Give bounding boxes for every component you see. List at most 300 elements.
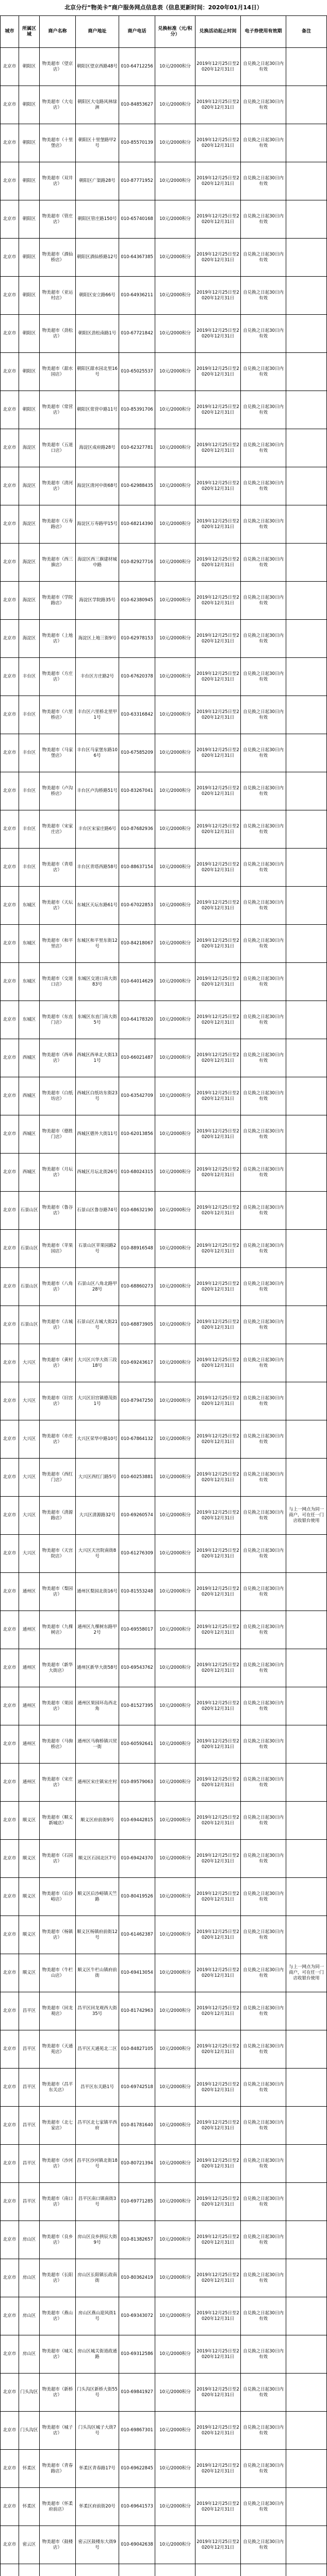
merchant-table: [0, 15, 327, 2576]
cell-address: 海淀区成府路28号: [76, 429, 119, 467]
cell-name: 物美超市（石园店）: [40, 1840, 76, 1878]
cell-phone: 010-65025537: [119, 353, 155, 391]
cell-expiry: 自兑换之日起30日内有效: [241, 1840, 286, 1878]
cell-phone: 010-60592641: [119, 1725, 155, 1764]
table-row: [1, 2221, 327, 2259]
cell-address: 昌平区天通苑北二区: [76, 2030, 119, 2069]
cell-city: 北京市: [1, 1115, 19, 1154]
cell-district: 大兴区: [19, 1497, 40, 1535]
cell-expiry: 自兑换之日起30日内有效: [241, 2526, 286, 2564]
cell-phone: 010-67022853: [119, 887, 155, 925]
cell-period: 2019年12月25日至2020年12月31日: [195, 544, 241, 582]
cell-name: 物美超市（怀柔府前店）: [40, 2488, 76, 2526]
cell-name: 物美超市（城子店）: [40, 2412, 76, 2450]
cell-address: 海淀区万寿路甲15号: [76, 505, 119, 544]
cell-district: 通州区: [19, 1764, 40, 1802]
cell-period: 2019年12月25日至2020年12月31日: [195, 1992, 241, 2030]
cell-expiry: 自兑换之日起30日内有效: [241, 2488, 286, 2526]
header-phone: 商户电话: [119, 16, 155, 48]
cell-phone: 010-81527395: [119, 1687, 155, 1725]
cell-period: 2019年12月25日至2020年12月31日: [195, 239, 241, 277]
cell-expiry: 自兑换之日起30日内有效: [241, 1725, 286, 1764]
cell-name: 物美超市（万寿路店）: [40, 505, 76, 544]
cell-points: 10元/2000积分: [155, 162, 195, 200]
cell-remark: [286, 734, 327, 772]
cell-phone: 010-63316842: [119, 696, 155, 734]
cell-period: 2019年12月25日至2020年12月31日: [195, 1344, 241, 1382]
table-row: [1, 1192, 327, 1230]
cell-points: 10元/2000积分: [155, 467, 195, 505]
cell-address: 昌平区东关路1号: [76, 2069, 119, 2107]
cell-expiry: 自兑换之日起30日内有效: [241, 1077, 286, 1115]
cell-name: 物美超市（牛栏山店）: [40, 1954, 76, 1992]
cell-period: 2019年12月25日至2020年12月31日: [195, 391, 241, 429]
cell-phone: 010-87947250: [119, 1382, 155, 1420]
cell-points: 10元/2000积分: [155, 2297, 195, 2335]
cell-period: 2019年12月25日至2020年12月31日: [195, 2069, 241, 2107]
table-row: [1, 467, 327, 505]
cell-points: 10元/2000积分: [155, 1802, 195, 1840]
cell-city: 北京市: [1, 1382, 19, 1420]
cell-expiry: 自兑换之日起30日内有效: [241, 315, 286, 353]
cell-name: 物美超市（城关店）: [40, 2335, 76, 2374]
cell-remark: [286, 315, 327, 353]
cell-address: 通州区马驹桥镇兴贸一街: [76, 1725, 119, 1764]
table-row: [1, 391, 327, 429]
cell-name: 物美超市（劲松店）: [40, 315, 76, 353]
cell-address: 怀柔区府前街20号: [76, 2488, 119, 2526]
cell-district: 顺义区: [19, 1878, 40, 1916]
cell-expiry: 自兑换之日起30日内有效: [241, 1001, 286, 1039]
cell-name: 物美超市（昌平东关店）: [40, 2069, 76, 2107]
cell-period: 2019年12月25日至2020年12月31日: [195, 1230, 241, 1268]
cell-district: 海淀区: [19, 429, 40, 467]
cell-district: 丰台区: [19, 658, 40, 696]
cell-period: 2019年12月25日至2020年12月31日: [195, 2221, 241, 2259]
cell-district: 大兴区: [19, 1344, 40, 1382]
cell-period: 2019年12月25日至2020年12月31日: [195, 2297, 241, 2335]
cell-points: 10元/2000积分: [155, 86, 195, 124]
cell-points: 10元/2000积分: [155, 2526, 195, 2564]
cell-expiry: 自兑换之日起30日内有效: [241, 391, 286, 429]
cell-points: 10元/2000积分: [155, 2221, 195, 2259]
cell-points: 10元/2000积分: [155, 1306, 195, 1344]
cell-expiry: 自兑换之日起30日内有效: [241, 429, 286, 467]
cell-district: 大兴区: [19, 1535, 40, 1573]
cell-expiry: [241, 2564, 286, 2576]
cell-remark: [286, 810, 327, 849]
cell-city: 北京市: [1, 963, 19, 1001]
cell-expiry: 自兑换之日起30日内有效: [241, 2145, 286, 2183]
cell-expiry: 自兑换之日起30日内有效: [241, 1382, 286, 1420]
cell-address: 西城区西单北大街131号: [76, 1039, 119, 1077]
header-city: 城市: [1, 16, 19, 48]
cell-district: 东城区: [19, 887, 40, 925]
header-period: 兑换活动起止时间: [195, 16, 241, 48]
cell-name: 物美超市（宋庄店）: [40, 1764, 76, 1802]
cell-phone: 010-69641573: [119, 2488, 155, 2526]
cell-remark: [286, 2335, 327, 2374]
cell-name: 物美超市（古城店）: [40, 1306, 76, 1344]
cell-name: 物美超市（管庄店）: [40, 200, 76, 239]
cell-city: 北京市: [1, 582, 19, 620]
cell-points: 10元/2000积分: [155, 200, 195, 239]
cell-phone: 010-69543762: [119, 1649, 155, 1687]
cell-period: 2019年12月25日至2020年12月31日: [195, 696, 241, 734]
cell-period: 2019年12月25日至2020年12月31日: [195, 2183, 241, 2221]
cell-name: 物美超市（马家堡店）: [40, 734, 76, 772]
cell-phone: 010-69867301: [119, 2412, 155, 2450]
cell-phone: 010-69558017: [119, 1611, 155, 1649]
cell-remark: [286, 925, 327, 963]
cell-remark: [286, 2183, 327, 2221]
cell-expiry: 自兑换之日起30日内有效: [241, 849, 286, 887]
cell-phone: 010-81781640: [119, 2107, 155, 2145]
cell-city: 北京市: [1, 1954, 19, 1992]
cell-address: 顺义区石园北区7号: [76, 1840, 119, 1878]
table-row: [1, 1497, 327, 1535]
cell-district: 门头沟区: [19, 2412, 40, 2450]
cell-period: 2019年12月25日至2020年12月31日: [195, 772, 241, 810]
cell-city: 北京市: [1, 200, 19, 239]
cell-expiry: 自兑换之日起30日内有效: [241, 1230, 286, 1268]
table-row: [1, 658, 327, 696]
table-body: [1, 48, 327, 2576]
cell-address: 朝阳区十里堡路甲2号: [76, 124, 119, 162]
cell-address: [76, 2564, 119, 2576]
table-row: [1, 1535, 327, 1573]
cell-address: 顺义区后沙峪镇天竺路: [76, 1878, 119, 1916]
cell-remark: [286, 239, 327, 277]
cell-remark: [286, 2107, 327, 2145]
cell-phone: 010-62013856: [119, 1115, 155, 1154]
cell-district: 房山区: [19, 2297, 40, 2335]
cell-points: 10元/2000积分: [155, 1001, 195, 1039]
cell-name: 物美超市（双井店）: [40, 162, 76, 200]
cell-points: 10元/2000积分: [155, 1115, 195, 1154]
cell-phone: 010-64712256: [119, 48, 155, 86]
cell-district: 昌平区: [19, 2030, 40, 2069]
cell-points: 10元/2000积分: [155, 1154, 195, 1192]
cell-remark: [286, 467, 327, 505]
cell-expiry: 自兑换之日起30日内有效: [241, 2335, 286, 2374]
cell-phone: 010-84853627: [119, 86, 155, 124]
cell-remark: [286, 1420, 327, 1459]
cell-phone: 010-83267041: [119, 772, 155, 810]
cell-points: 10元/2000积分: [155, 620, 195, 658]
cell-period: 2019年12月25日至2020年12月31日: [195, 1077, 241, 1115]
cell-expiry: 自兑换之日起30日内有效: [241, 277, 286, 315]
cell-city: 北京市: [1, 2145, 19, 2183]
cell-name: 物美超市（德胜门店）: [40, 1115, 76, 1154]
cell-points: 10元/2000积分: [155, 2488, 195, 2526]
cell-phone: 010-69622845: [119, 2450, 155, 2488]
table-row: [1, 1916, 327, 1954]
cell-expiry: 自兑换之日起30日内有效: [241, 2450, 286, 2488]
cell-expiry: 自兑换之日起30日内有效: [241, 2069, 286, 2107]
cell-city: 北京市: [1, 925, 19, 963]
cell-city: 北京市: [1, 2412, 19, 2450]
cell-name: 物美超市（东直门店）: [40, 1001, 76, 1039]
cell-address: 大兴区天宫院南街8号: [76, 1535, 119, 1573]
cell-remark: [286, 2297, 327, 2335]
cell-district: 顺义区: [19, 1954, 40, 1992]
table-row: [1, 582, 327, 620]
cell-points: 10元/2000积分: [155, 1687, 195, 1725]
cell-address: 顺义区府前街9号: [76, 1802, 119, 1840]
cell-city: 北京市: [1, 2030, 19, 2069]
cell-remark: [286, 1535, 327, 1573]
cell-district: 海淀区: [19, 620, 40, 658]
cell-points: 10元/2000积分: [155, 1497, 195, 1535]
cell-points: 10元/2000积分: [155, 391, 195, 429]
cell-period: 2019年12月25日至2020年12月31日: [195, 1725, 241, 1764]
cell-points: 10元/2000积分: [155, 1535, 195, 1573]
cell-name: 物美超市（西单店）: [40, 1039, 76, 1077]
cell-phone: 010-64367385: [119, 239, 155, 277]
cell-period: [195, 2564, 241, 2576]
cell-expiry: 自兑换之日起30日内有效: [241, 1802, 286, 1840]
cell-district: 门头沟区: [19, 2374, 40, 2412]
cell-remark: [286, 620, 327, 658]
cell-remark: [286, 963, 327, 1001]
cell-period: 2019年12月25日至2020年12月31日: [195, 48, 241, 86]
cell-expiry: 自兑换之日起30日内有效: [241, 353, 286, 391]
header-remark: 备注: [286, 16, 327, 48]
cell-period: 2019年12月25日至2020年12月31日: [195, 2030, 241, 2069]
cell-address: 昌平区南口镇南街3号: [76, 2183, 119, 2221]
cell-address: 怀柔区青春路17号: [76, 2450, 119, 2488]
cell-remark: [286, 772, 327, 810]
cell-points: 10元/2000积分: [155, 2107, 195, 2145]
cell-address: 昌平区北七家镇平西府: [76, 2107, 119, 2145]
cell-district: 昌平区: [19, 2145, 40, 2183]
cell-district: 通州区: [19, 1611, 40, 1649]
cell-phone: 010-88916548: [119, 1230, 155, 1268]
cell-remark: [286, 1154, 327, 1192]
cell-expiry: 自兑换之日起30日内有效: [241, 1192, 286, 1230]
cell-period: 2019年12月25日至2020年12月31日: [195, 1611, 241, 1649]
table-row: [1, 2183, 327, 2221]
cell-points: [155, 2564, 195, 2576]
page-title: 北京分行“物美卡”商户服务网点信息表（信息更新时间：2020年01月14日）: [64, 4, 263, 11]
cell-district: 顺义区: [19, 1840, 40, 1878]
cell-district: 丰台区: [19, 810, 40, 849]
cell-address: 丰台区卢沟桥路51号: [76, 772, 119, 810]
cell-expiry: 自兑换之日起30日内有效: [241, 1649, 286, 1687]
cell-expiry: 自兑换之日起30日内有效: [241, 2297, 286, 2335]
cell-expiry: 自兑换之日起30日内有效: [241, 1459, 286, 1497]
cell-expiry: 自兑换之日起30日内有效: [241, 200, 286, 239]
cell-name: 物美超市（新华大街店）: [40, 1649, 76, 1687]
cell-points: 10元/2000积分: [155, 2069, 195, 2107]
table-row: [1, 772, 327, 810]
cell-name: 物美超市（甜水园店）: [40, 353, 76, 391]
cell-phone: 010-81382657: [119, 2221, 155, 2259]
cell-name: 物美超市（黄村店）: [40, 1344, 76, 1382]
cell-district: 朝阳区: [19, 353, 40, 391]
cell-period: 2019年12月25日至2020年12月31日: [195, 1192, 241, 1230]
cell-district: 朝阳区: [19, 200, 40, 239]
cell-expiry: 自兑换之日起30日内有效: [241, 1954, 286, 1992]
cell-expiry: 自兑换之日起30日内有效: [241, 1154, 286, 1192]
cell-period: 2019年12月25日至2020年12月31日: [195, 1916, 241, 1954]
table-row: [1, 1230, 327, 1268]
table-row: [1, 544, 327, 582]
cell-district: 朝阳区: [19, 277, 40, 315]
cell-period: 2019年12月25日至2020年12月31日: [195, 1039, 241, 1077]
cell-address: 海淀区学院路35号: [76, 582, 119, 620]
cell-remark: [286, 1077, 327, 1115]
cell-points: 10元/2000积分: [155, 2183, 195, 2221]
table-row: [1, 48, 327, 86]
table-row: [1, 1459, 327, 1497]
cell-points: 10元/2000积分: [155, 239, 195, 277]
cell-phone: 010-69424370: [119, 1840, 155, 1878]
cell-phone: 010-67721842: [119, 315, 155, 353]
cell-address: 房山区长阳镇长政南街: [76, 2259, 119, 2297]
table-row: [1, 1077, 327, 1115]
cell-address: 朝阳区甜水园北里16号: [76, 353, 119, 391]
cell-district: 朝阳区: [19, 48, 40, 86]
cell-period: 2019年12月25日至2020年12月31日: [195, 277, 241, 315]
cell-name: 物美超市（果园店）: [40, 1687, 76, 1725]
table-row: [1, 86, 327, 124]
cell-remark: [286, 48, 327, 86]
cell-district: 海淀区: [19, 467, 40, 505]
cell-expiry: 自兑换之日起30日内有效: [241, 2221, 286, 2259]
cell-phone: 010-68873905: [119, 1306, 155, 1344]
cell-city: 北京市: [1, 1802, 19, 1840]
cell-period: 2019年12月25日至2020年12月31日: [195, 162, 241, 200]
cell-points: 10元/2000积分: [155, 1916, 195, 1954]
header-expiry: 电子券使用有效期: [241, 16, 286, 48]
cell-city: 北京市: [1, 2450, 19, 2488]
cell-name: 物美超市（杨镇店）: [40, 1916, 76, 1954]
cell-period: 2019年12月25日至2020年12月31日: [195, 1459, 241, 1497]
cell-city: 北京市: [1, 887, 19, 925]
cell-phone: 010-69841927: [119, 2374, 155, 2412]
cell-points: 10元/2000积分: [155, 1649, 195, 1687]
table-row: [1, 1382, 327, 1420]
cell-name: 物美超市（北七家店）: [40, 2107, 76, 2145]
cell-city: 北京市: [1, 734, 19, 772]
cell-district: 昌平区: [19, 2107, 40, 2145]
cell-district: 房山区: [19, 2335, 40, 2374]
cell-phone: 010-87771952: [119, 162, 155, 200]
cell-expiry: 自兑换之日起30日内有效: [241, 544, 286, 582]
cell-points: 10元/2000积分: [155, 1039, 195, 1077]
cell-period: 2019年12月25日至2020年12月31日: [195, 963, 241, 1001]
cell-phone: 010-88637154: [119, 849, 155, 887]
cell-city: 北京市: [1, 696, 19, 734]
cell-city: 北京市: [1, 277, 19, 315]
cell-address: 通州区果园环岛西北角: [76, 1687, 119, 1725]
cell-city: 北京市: [1, 2488, 19, 2526]
cell-phone: 010-68632190: [119, 1192, 155, 1230]
table-row: [1, 1344, 327, 1382]
cell-address: 石景山区八角北路甲28号: [76, 1268, 119, 1306]
cell-remark: [286, 1611, 327, 1649]
cell-remark: [286, 391, 327, 429]
cell-name: 物美超市（八角店）: [40, 1268, 76, 1306]
cell-expiry: 自兑换之日起30日内有效: [241, 1764, 286, 1802]
cell-district: 昌平区: [19, 2183, 40, 2221]
cell-district: 海淀区: [19, 582, 40, 620]
cell-address: 大兴区荣华中路10号: [76, 1420, 119, 1459]
cell-district: [19, 2564, 40, 2576]
cell-city: 北京市: [1, 544, 19, 582]
cell-district: 通州区: [19, 1649, 40, 1687]
cell-period: 2019年12月25日至2020年12月31日: [195, 1497, 241, 1535]
cell-city: 北京市: [1, 658, 19, 696]
cell-city: 北京市: [1, 2221, 19, 2259]
cell-district: 顺义区: [19, 1916, 40, 1954]
cell-period: 2019年12月25日至2020年12月31日: [195, 505, 241, 544]
cell-address: 昌平区回龙观西大街35号: [76, 1992, 119, 2030]
cell-address: 大兴区清源路32号: [76, 1497, 119, 1535]
cell-district: 石景山区: [19, 1192, 40, 1230]
cell-city: 北京市: [1, 1230, 19, 1268]
cell-points: 10元/2000积分: [155, 1725, 195, 1764]
table-row: [1, 2107, 327, 2145]
table-row: [1, 2564, 327, 2576]
cell-remark: [286, 2145, 327, 2183]
cell-phone: 010-69260574: [119, 1497, 155, 1535]
cell-city: 北京市: [1, 429, 19, 467]
cell-points: 10元/2000积分: [155, 2259, 195, 2297]
cell-district: 房山区: [19, 2221, 40, 2259]
cell-city: 北京市: [1, 2526, 19, 2564]
cell-name: 物美超市（回龙观店）: [40, 1992, 76, 2030]
table-row: [1, 1306, 327, 1344]
cell-remark: [286, 1039, 327, 1077]
table-row: [1, 2488, 327, 2526]
cell-phone: 010-67620378: [119, 658, 155, 696]
table-row: [1, 1687, 327, 1725]
cell-points: 10元/2000积分: [155, 696, 195, 734]
cell-period: 2019年12月25日至2020年12月31日: [195, 2107, 241, 2145]
cell-district: 朝阳区: [19, 162, 40, 200]
cell-remark: [286, 2526, 327, 2564]
cell-district: 西城区: [19, 1039, 40, 1077]
cell-points: 10元/2000积分: [155, 1611, 195, 1649]
table-row: [1, 2297, 327, 2335]
cell-address: 房山区燕山迎风街1号: [76, 2297, 119, 2335]
cell-remark: [286, 1649, 327, 1687]
header-points: 兑换标准（元/积分）: [155, 16, 195, 48]
cell-city: 北京市: [1, 1268, 19, 1306]
cell-phone: 010-63542709: [119, 1077, 155, 1115]
cell-points: 10元/2000积分: [155, 1420, 195, 1459]
cell-address: 丰台区六里桥北里甲1号: [76, 696, 119, 734]
cell-name: 物美超市（月坛店）: [40, 1154, 76, 1192]
cell-period: 2019年12月25日至2020年12月31日: [195, 1001, 241, 1039]
cell-expiry: 自兑换之日起30日内有效: [241, 2412, 286, 2450]
cell-city: 北京市: [1, 1573, 19, 1611]
cell-points: 10元/2000积分: [155, 1230, 195, 1268]
cell-name: 物美超市（鼓楼店）: [40, 2526, 76, 2564]
cell-city: 北京市: [1, 1649, 19, 1687]
cell-address: 西城区德外大街11号: [76, 1115, 119, 1154]
cell-name: 物美超市（和平里店）: [40, 925, 76, 963]
cell-expiry: 自兑换之日起30日内有效: [241, 1420, 286, 1459]
cell-period: 2019年12月25日至2020年12月31日: [195, 620, 241, 658]
cell-phone: 010-80419526: [119, 1878, 155, 1916]
table-row: [1, 277, 327, 315]
table-row: [1, 2412, 327, 2450]
cell-district: 通州区: [19, 1573, 40, 1611]
